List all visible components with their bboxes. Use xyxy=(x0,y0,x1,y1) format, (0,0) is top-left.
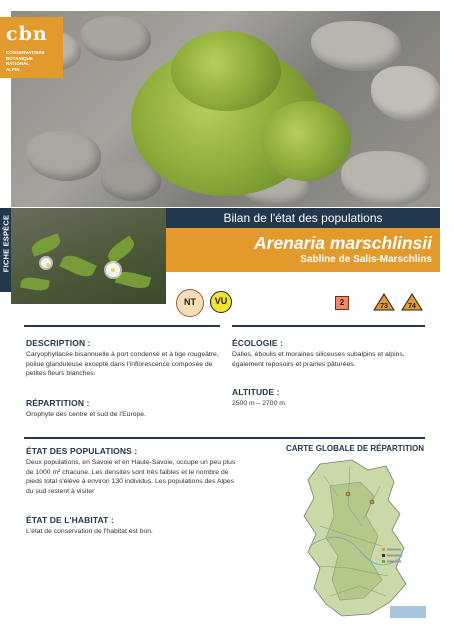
etat-populations-heading: ÉTAT DES POPULATIONS : xyxy=(26,446,138,456)
description-heading: DESCRIPTION : xyxy=(26,338,91,348)
logo-mark: cbn xyxy=(6,23,48,45)
divider-right xyxy=(232,325,425,327)
description-text: Caryophyllacée bisannuelle à port condensé et à tige rougeâtre, poilue glanduleuse excepté dans l'inflorescence composée de petites fleurs blanches. xyxy=(26,351,219,377)
sea-area xyxy=(390,606,426,618)
nt-status-badge: NT xyxy=(176,289,204,317)
altitude-text: 2500 m – 2700 m. xyxy=(232,400,287,407)
divider-middle xyxy=(24,437,425,439)
population-marker xyxy=(370,500,374,504)
map-title: CARTE GLOBALE DE RÉPARTITION xyxy=(285,444,425,453)
protection-level-badge: 2 xyxy=(335,296,349,310)
altitude-heading: ALTITUDE : xyxy=(232,387,280,397)
repartition-heading: RÉPARTITION : xyxy=(26,398,90,408)
population-marker xyxy=(346,492,350,496)
department-74-triangle-icon xyxy=(401,293,423,311)
species-box xyxy=(166,228,440,272)
etat-populations-text: Deux populations, en Savoie et en Haute-Savoie, occupe un peu plus de 1000 m² chacune. Les densités sont très faibles et le nombre de pieds total s'élève à environ 130 individus. Les populations des Alpes du sud restent à visiter xyxy=(26,459,236,495)
logo-text: CONSERVATOIRE BOTANIQUE NATIONAL ALPIN xyxy=(6,50,45,72)
cbn-logo xyxy=(0,17,63,78)
species-latin-name: Arenaria marschlinsii xyxy=(254,233,432,253)
vu-status-badge: VU xyxy=(210,291,232,313)
divider-left xyxy=(24,325,220,327)
repartition-text: Orophyte des centre et sud de l'Europe. xyxy=(26,411,146,418)
tri-73-label: 73 xyxy=(380,303,388,310)
ecologie-text: Dalles, éboulis et moraines siliceuses subalpins et alpins, également reposoirs et prairies pâturées. xyxy=(232,351,405,368)
sidebar-label: FICHE ESPÈCE xyxy=(1,214,11,273)
distribution-map xyxy=(290,456,430,620)
species-common-name: Sabline de Salis-Marschlins xyxy=(300,254,432,265)
department-73-triangle-icon xyxy=(373,293,395,311)
map-legend xyxy=(382,548,401,563)
etat-habitat-heading: ÉTAT DE L'HABITAT : xyxy=(26,515,114,525)
ecologie-heading: ÉCOLOGIE : xyxy=(232,338,284,348)
etat-habitat-text: L'état de conservation de l'habitat est bon. xyxy=(26,528,153,535)
hero-photo xyxy=(11,11,440,207)
flower-photo xyxy=(11,208,166,304)
tri-74-label: 74 xyxy=(408,303,416,310)
report-title: Bilan de l'état des populations xyxy=(166,208,440,228)
